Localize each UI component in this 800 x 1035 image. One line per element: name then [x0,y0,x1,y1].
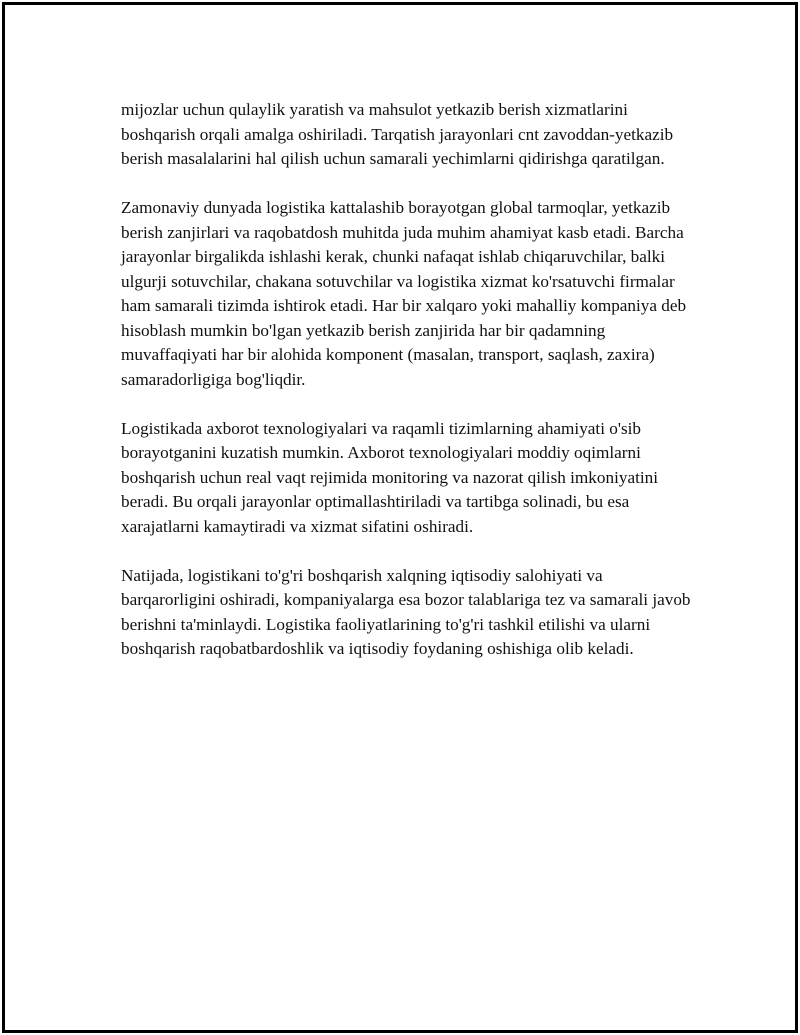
paragraph-1: mijozlar uchun qulaylik yaratish va mahsulot yetkazib berish xizmatlarini boshqarish orqali amalga oshiriladi. Tarqatish jarayonlari cnt zavoddan-yetkazib berish masalalarini hal qilish uchun samarali yechimlarni qidirishga qaratilgan. [121,100,674,168]
document-body [121,98,693,686]
paragraph-2: Zamonaviy dunyada logistika kattalashib borayotgan global tarmoqlar, yetkazib berish zanjirlari va raqobatdosh muhitda juda muhim ahamiyat kasb etadi. Barcha jarayonlar birgalikda ishlashi kerak, chunki nafaqat ishlab chiqaruvchilar, balki ulgurji sotuvchilar, chakana sotuvchilar va logistika xizmat ko'rsatuvchi firmalar ham samarali tizimda ishtirok etadi. Har bir xalqaro yoki mahalliy kompaniya deb hisoblash mumkin bo'lgan yetkazib berish zanjirida har bir qadamning muvaffaqiyati har bir alohida komponent (masalan, transport, saqlash, zaxira) samaradorligiga bog'liqdir. [121,198,687,389]
paragraph-3: Logistikada axborot texnologiyalari va raqamli tizimlarning ahamiyati o'sib borayotganini kuzatish mumkin. Axborot texnologiyalari moddiy oqimlarni boshqarish uchun real vaqt rejimida monitoring va nazorat qilish imkoniyatini beradi. Bu orqali jarayonlar optimallashtiriladi va tartibga solinadi, bu esa xarajatlarni kamaytiradi va xizmat sifatini oshiradi. [121,418,658,536]
page-frame [2,2,798,1033]
paragraph-4: Natijada, logistikani to'g'ri boshqarish xalqning iqtisodiy salohiyati va barqarorligini oshiradi, kompaniyalarga esa bozor talablariga tez va samarali javob berishni ta'minlaydi. Logistika faoliyatlarining to'g'ri tashkil etilishi va ularni boshqarish raqobatbardoshlik va iqtisodiy foydaning oshishiga olib keladi. [121,565,691,658]
